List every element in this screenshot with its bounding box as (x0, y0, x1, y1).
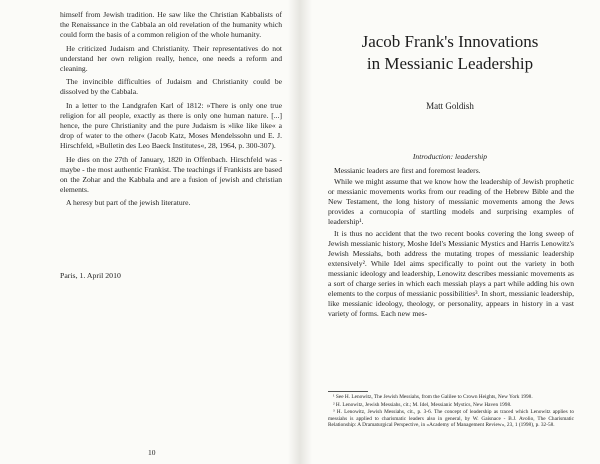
left-paragraph: The invincible difficulties of Judaism and Christianity could be dissolved by the Cabbala. (60, 77, 282, 97)
footnote: ³ H. Lenowitz, Jewish Messiahs, cit., p. 3-6. The concept of leadership as traced which Lenowitz applies to messiahs is applied to charismatic leaders also in general, by W. Gaisnace - B.J. Avolio, The Charismatic Relationship: A Dramaturgical Perspective, in »Academy of Management Review«, 23, 1 (1998), p. 32-58. (328, 409, 574, 429)
article-title (330, 31, 570, 75)
author-name: Matt Goldish (426, 101, 474, 111)
place-date: Paris, 1. April 2010 (60, 271, 121, 280)
footnotes (328, 394, 574, 430)
footnote: ² H. Lenowitz, Jewish Messiahs, cit.; M. Idel, Messianic Mystics, New Haven 1998. (333, 401, 512, 408)
left-paragraph: A heresy but part of the jewish literature. (66, 198, 191, 208)
footnote: ¹ See H. Lenowitz, The Jewish Messiahs, from the Galilee to Crown Heights, New York 1998. (333, 394, 533, 400)
left-paragraph: In a letter to the Landgrafen Karl of 1812: »There is only one true religion for all people, exactly as there is only one human nature. [...] hence, the pure Christianity and the pure Judaism is »like like like« a drop of water to the other« (Jacob Katz, Moses Mendelssohn und E. J. Hirschfeld, »Bulletin des Leo Baeck Institutes«, 28, 1964, p. 300-307). (60, 100, 282, 151)
right-paragraph: While we might assume that we know how the leadership of Jewish prophetic or messianic movements works from our reading of the Hebrew Bible and the New Testament, the long history of messianic movements among the Jews provides a cornucopia of startling models and surprising examples of leadership¹. (328, 177, 574, 227)
right-page (300, 0, 600, 464)
left-body-text (60, 10, 282, 212)
left-paragraph: He dies on the 27th of January, 1820 in Offenbach. Hirschfeld was - maybe - the most authentic Frankist. The teachings if Frankists are based on the Zohar and the Kabbala and are a fusion of jewish and christian elements. (60, 154, 282, 195)
right-paragraph: Messianic leaders are first and foremost leaders. (334, 166, 481, 175)
left-paragraph: He criticized Judaism and Christianity. Their representatives do not understand her own religion really, hence, one needs a reform and cleaning. (60, 43, 282, 74)
footnote-rule (328, 391, 368, 392)
title-line: Jacob Frank's Innovations (361, 32, 539, 51)
title-line: in Messianic Leadership (366, 54, 534, 73)
right-paragraph: It is thus no accident that the two recent books covering the long sweep of Jewish messianic history, Moshe Idel's Messianic Mystics and Harris Lenowitz's Jewish Messiahs, both address the mutating tropes of messianic leadership extensively². While Idel aims specifically to point out the variety in both messianic ideology and leadership, Lenowitz describes messianic movements as a sort of charge series in which each messiah plays a part while adding his own elements to the corpus of messianic possibilities³. In short, messianic leadership, like messianic ideology, theology, or personality, appears in history in a vast variety of forms. Each new mes- (328, 228, 574, 319)
right-body-text (328, 166, 574, 320)
page-number: 10 (148, 448, 156, 457)
left-paragraph: himself from Jewish tradition. He saw like the Christian Kabbalists of the Renaissance in the Cabbala an old revelation of the humanity which could form the basis of a common religion of the whole humanity. (60, 10, 282, 40)
section-heading: Introduction: leadership (412, 152, 488, 161)
